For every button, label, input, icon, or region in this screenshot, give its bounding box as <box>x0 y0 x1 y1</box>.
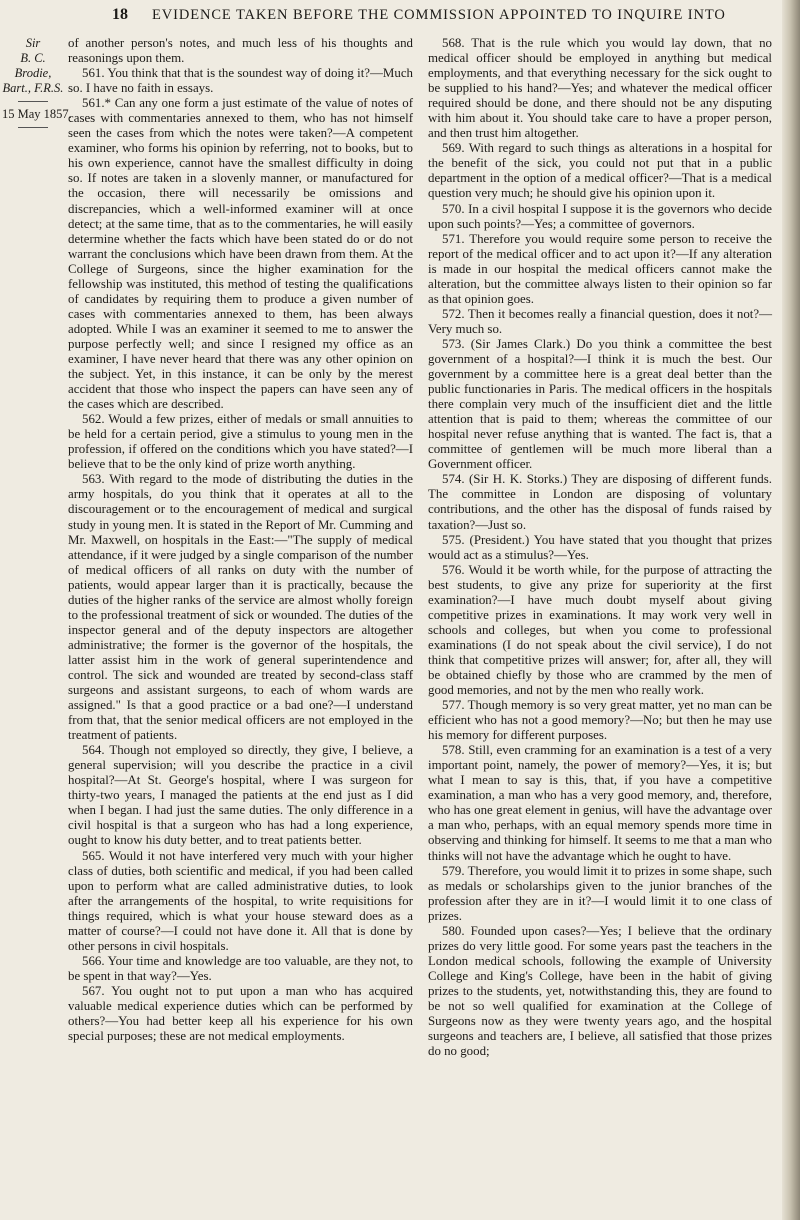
paragraph: 579. Therefore, you would limit it to prizes in some shape, such as medals or scholarships given to the junior branches of the profession after they are in it?—I would limit it to one class of prizes. <box>428 863 772 923</box>
paragraph: 577. Though memory is so very great matter, yet no man can be efficient who has not a good memory?—No; but then he may use his memory for different purposes. <box>428 698 772 743</box>
paragraph: 576. Would it be worth while, for the purpose of attracting the best students, to give any prize for superiority at the first examination?—I have much doubt myself about giving competitive prizes in examinations. It may work very well in schools and colleges, but when you come to professional examinations (I do not speak about the civil service), I do not think that competitive prizes will answer; for, after all, they will be obtained chiefly by those who are crammed by the men of good memories, and not by the men who really work. <box>428 562 772 698</box>
paragraph: 563. With regard to the mode of distributing the duties in the army hospitals, do you think that it operates at all to the discouragement or to the encouragement of medical and surgical study in young men. It is stated in the Report of Mr. Cumming and Mr. Maxwell, on hospitals in the East:—"The supply of medical attendance, if it were judged by a single comparison of the number of medical officers of all ranks on duty with the number of patients, would appear larger than it is practically, because the duties of the higher ranks of the service are almost wholly foreign to the professional treatment of sick or wounded. The duties of the inspector general and of the deputy inspectors are altogether administrative; the former is the governor of the hospitals, the latter assist him in the work of general superintendence and control. The sick and wounded are treated by second-class staff surgeons and assistant surgeons, to each of whom wards are assigned." Is that a good practice or a bad one?—I understand from that, that the senior medical officers are not employed in the treatment of patients. <box>68 472 413 743</box>
paragraph: 566. Your time and knowledge are too valuable, are they not, to be spent in that way?—Yes. <box>68 953 413 983</box>
paragraph: 569. With regard to such things as alterations in a hospital for the benefit of the sick, you could not put that in a public department in the option of a medical officer?—That is a medical question very much; he should give his opinion upon it. <box>428 141 772 201</box>
paragraph: 571. Therefore you would require some person to receive the report of the medical officer and to act upon it?—If any alteration is made in our hospital the medical officers cannot make the alteration, but the committee always listen to their opinion so far as that opinion goes. <box>428 231 772 306</box>
paragraph: 565. Would it not have interfered very much with your higher class of duties, both scientific and medical, if you had been called upon to perform what are called administrative duties, to look after the arrangements of the hospital, to write requisitions for things required, which is what your house steward does as a matter of course?—I could not have done it. All that is done by other persons in civil hospitals. <box>68 848 413 953</box>
margin-rule <box>18 101 48 102</box>
page-edge-shadow <box>782 0 800 1220</box>
paragraph: 562. Would a few prizes, either of medals or small annuities to be held for a certain period, give a stimulus to young men in the profession, if offered on the conditions which you have stated?—I believe that to be the only kind of prize worth anything. <box>68 412 413 472</box>
witness-name-line3: Bart., F.R.S. <box>2 81 64 95</box>
paragraph: 568. That is the rule which you would lay down, that no medical officer should be employed in anything but medical employments, and that everything necessary for the sick ought to be supplied to his hand?—Yes; and whatever the medical officer required should be done, and there should not be any disputing with him about it. You should take care to have a proper person, and then trust him altogether. <box>428 36 772 141</box>
paragraph: 575. (President.) You have stated that you thought that prizes would act as a stimulus?—Yes. <box>428 532 772 562</box>
paragraph: 561. You think that that is the soundest way of doing it?—Much so. I have no faith in essays. <box>68 66 413 96</box>
margin-note <box>2 36 72 133</box>
paragraph: 578. Still, even cramming for an examination is a test of a very important point, namely, the power of memory?—Yes, it is; but what I mean to say is this, that, if you have a competitive examination, a man who has a very good memory, and, therefore, who has one great element in genius, will have the advantage over a man who, perhaps, with an equal memory spends more time in observing and thinking for himself. It seems to me that a man who thinks will not have the advantage which he ought to have. <box>428 743 772 863</box>
paragraph: 574. (Sir H. K. Storks.) They are disposing of different funds. The committee in London are disposing of voluntary contributions, and the other has the disposal of funds raised by taxation?—Just so. <box>428 472 772 532</box>
evidence-date: 15 May 1857. <box>2 107 72 121</box>
running-head: EVIDENCE TAKEN BEFORE THE COMMISSION APPOINTED TO INQUIRE INTO <box>152 7 726 23</box>
paragraph: of another person's notes, and much less of his thoughts and reasonings upon them. <box>68 36 413 66</box>
witness-name-line2: B. C. Brodie, <box>14 51 52 80</box>
witness-name-line1: Sir <box>25 36 41 50</box>
paragraph: 561.* Can any one form a just estimate of the value of notes of cases with commentaries annexed to them, who has not himself seen the cases from which the notes were taken?—A competent examiner, who forms his opinion by referring, not to books, but to his own experience, cannot have the smallest difficulty in doing so. If notes are taken in a slovenly manner, or manufactured for the occasion, there will necessarily be omissions and discrepancies, which a well-informed examiner will at once detect; at the same time, that as to the commentaries, he will easily determine whether the facts which have been stated do or do not warrant the conclusions which have been drawn from them. At the College of Surgeons, since the higher examination for the fellowship was instituted, this method of testing the qualifications of candidates by requiring them to produce a given number of cases with commentaries annexed to them, has been always adopted. While I was an examiner it seemed to me to answer the purpose perfectly well; and since I resigned my office as an examiner, I have never heard that there was any other opinion on the subject. Yet, in this instance, it can be only by the merest accident that those who inspect the papers can have seen any of the cases which are described. <box>68 96 413 412</box>
left-column <box>68 36 413 1044</box>
paragraph: 567. You ought not to put upon a man who has acquired valuable medical experience duties which can be performed by others?—You had better keep all his experience for his own special purposes; these are not medical employments. <box>68 983 413 1044</box>
paragraph: 572. Then it becomes really a financial question, does it not?—Very much so. <box>428 306 772 336</box>
paragraph: 570. In a civil hospital I suppose it is the governors who decide upon such points?—Yes; a committee of governors. <box>428 201 772 231</box>
page-header <box>0 4 780 28</box>
paragraph: 573. (Sir James Clark.) Do you think a committee the best government of a hospital?—I think it is much the best. Our government by a committee here is a great deal better than the public functionaries in Paris. The medical officers in the hospitals there complain very much of the insufficient diet and the little attention that is paid to them; whereas the committee of our hospital never refuse anything that is wanted. The fact is, that a committee of gentlemen will be much more liberal than a Government officer. <box>428 336 772 472</box>
margin-rule <box>18 127 48 128</box>
page-number: 18 <box>112 6 128 23</box>
paragraph: 580. Founded upon cases?—Yes; I believe that the ordinary prizes do very little good. For some years past the teachers in the London medical schools, following the example of University College and King's College, have been in the habit of giving prizes to the students, yet, notwithstanding this, they are found to be not so well qualified for examination at the College of Surgeons now as they were twenty years ago, and the hospital surgeons and teachers are, I believe, all satisfied that those prizes do no good; <box>428 923 772 1059</box>
paragraph: 564. Though not employed so directly, they give, I believe, a general supervision; will you describe the practice in a civil hospital?—At St. George's hospital, where I was surgeon for thirty-two years, I managed the patients at the end just as I did when I began. I had just the same duties. The only difference in a civil hospital is that a surgeon who has had a long experience, ought to know his duty better, and to treat patients better. <box>68 743 413 848</box>
right-column <box>428 36 772 1059</box>
